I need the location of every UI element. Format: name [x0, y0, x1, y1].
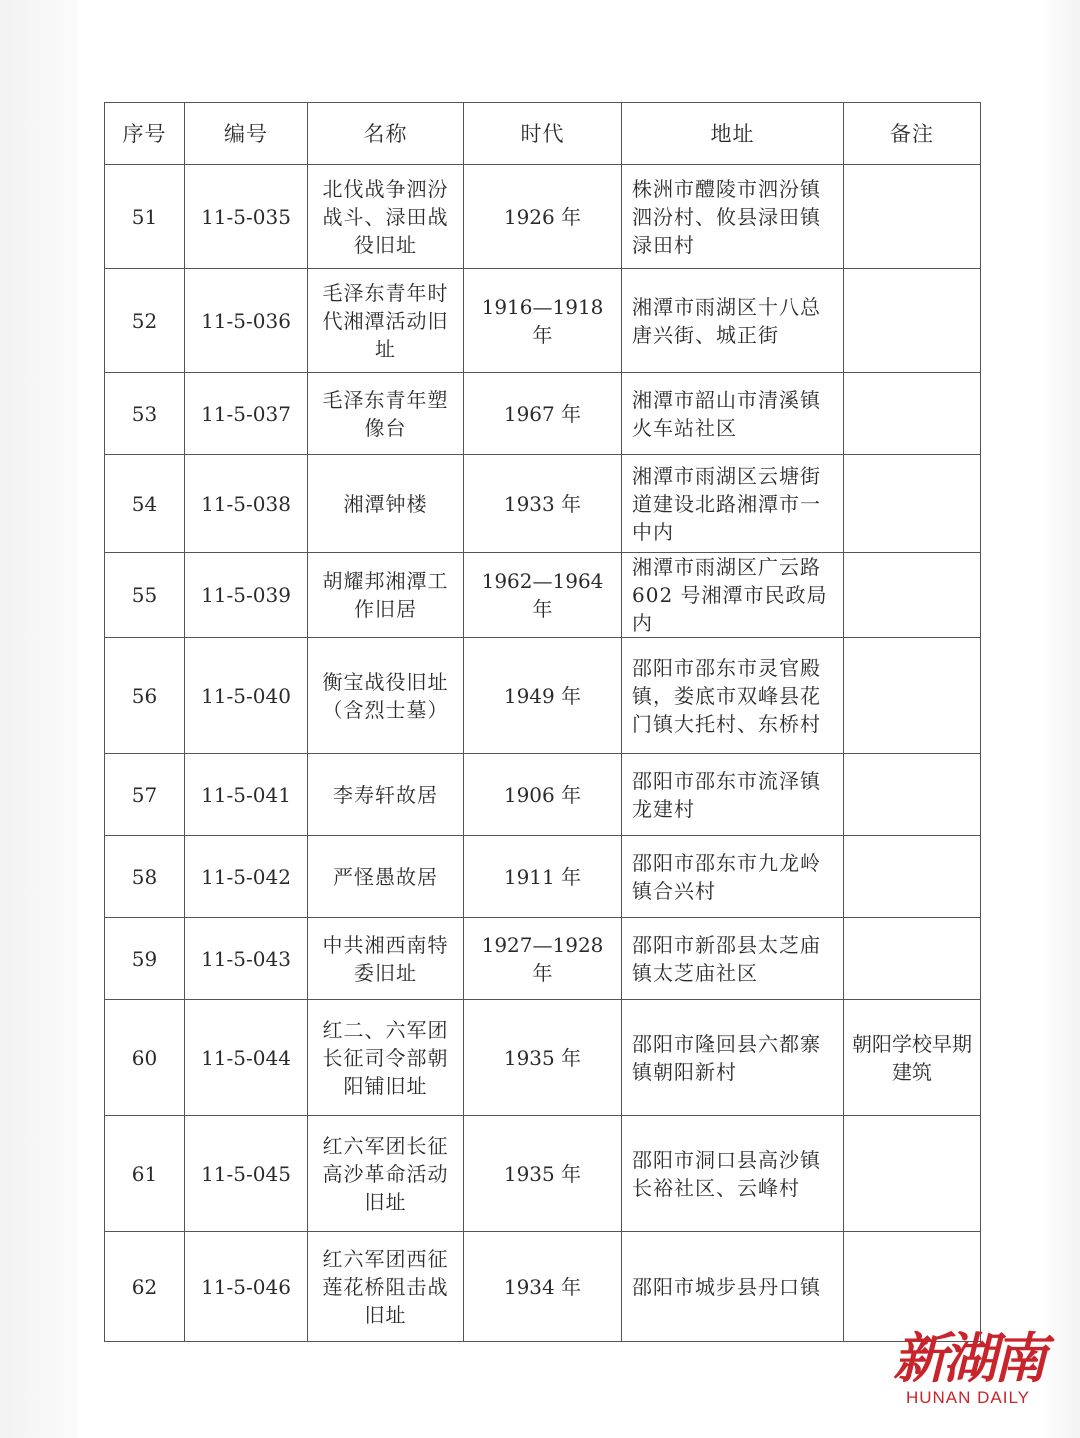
- cell-address: 湘潭市雨湖区云塘街道建设北路湘潭市一中内: [622, 455, 844, 553]
- cell-era: 1916—1918 年: [464, 269, 622, 373]
- cell-seq: 56: [105, 638, 185, 754]
- cell-address: 邵阳市邵东市九龙岭镇合兴村: [622, 836, 844, 918]
- cell-note: [844, 1116, 981, 1232]
- cell-address: 邵阳市城步县丹口镇: [622, 1232, 844, 1342]
- cell-name: 北伐战争泗汾战斗、渌田战役旧址: [308, 165, 464, 269]
- cell-era: 1935 年: [464, 1000, 622, 1116]
- cell-code: 11-5-042: [185, 836, 308, 918]
- cell-note: [844, 373, 981, 455]
- cell-name: 严怪愚故居: [308, 836, 464, 918]
- cell-code: 11-5-040: [185, 638, 308, 754]
- cell-seq: 54: [105, 455, 185, 553]
- cell-code: 11-5-038: [185, 455, 308, 553]
- table-row: [105, 1000, 981, 1116]
- cell-name: 红六军团长征高沙革命活动旧址: [308, 1116, 464, 1232]
- cell-era: 1933 年: [464, 455, 622, 553]
- hunan-daily-logo: [878, 1328, 1058, 1408]
- cell-era: 1935 年: [464, 1116, 622, 1232]
- cell-seq: 62: [105, 1232, 185, 1342]
- cell-note: [844, 754, 981, 836]
- page-edge-shadow-right: [1040, 0, 1080, 1438]
- table-row: [105, 754, 981, 836]
- cell-code: 11-5-039: [185, 553, 308, 638]
- cell-era: 1962—1964 年: [464, 553, 622, 638]
- table-row: [105, 638, 981, 754]
- table-row: [105, 373, 981, 455]
- table-row: [105, 836, 981, 918]
- cell-note: [844, 553, 981, 638]
- cell-name: 红六军团西征莲花桥阻击战旧址: [308, 1232, 464, 1342]
- cell-address: 邵阳市邵东市灵官殿镇，娄底市双峰县花门镇大托村、东桥村: [622, 638, 844, 754]
- cell-seq: 60: [105, 1000, 185, 1116]
- cell-name: 李寿轩故居: [308, 754, 464, 836]
- cell-note: 朝阳学校早期建筑: [844, 1000, 981, 1116]
- cell-seq: 51: [105, 165, 185, 269]
- cell-note: [844, 638, 981, 754]
- header-name: 名称: [308, 103, 464, 165]
- cell-note: [844, 918, 981, 1000]
- cell-code: 11-5-044: [185, 1000, 308, 1116]
- cell-era: 1927—1928 年: [464, 918, 622, 1000]
- cell-note: [844, 836, 981, 918]
- cell-name: 湘潭钟楼: [308, 455, 464, 553]
- cell-era: 1911 年: [464, 836, 622, 918]
- table-header-row: [105, 103, 981, 165]
- cell-address: 湘潭市雨湖区广云路602 号湘潭市民政局内: [622, 553, 844, 638]
- table-row: [105, 455, 981, 553]
- table-row: [105, 1116, 981, 1232]
- heritage-sites-table: [104, 102, 981, 1342]
- header-code: 编号: [185, 103, 308, 165]
- cell-note: [844, 455, 981, 553]
- cell-name: 衡宝战役旧址（含烈士墓）: [308, 638, 464, 754]
- header-note: 备注: [844, 103, 981, 165]
- cell-note: [844, 165, 981, 269]
- cell-address: 湘潭市韶山市清溪镇火车站社区: [622, 373, 844, 455]
- cell-address: 湘潭市雨湖区十八总唐兴街、城正街: [622, 269, 844, 373]
- cell-name: 中共湘西南特委旧址: [308, 918, 464, 1000]
- cell-era: 1949 年: [464, 638, 622, 754]
- cell-era: 1967 年: [464, 373, 622, 455]
- cell-code: 11-5-041: [185, 754, 308, 836]
- cell-address: 邵阳市邵东市流泽镇龙建村: [622, 754, 844, 836]
- page-edge-shadow-left: [0, 0, 78, 1438]
- cell-address: 邵阳市新邵县太芝庙镇太芝庙社区: [622, 918, 844, 1000]
- cell-era: 1934 年: [464, 1232, 622, 1342]
- logo-mark: 新湖南: [893, 1326, 1043, 1390]
- table-row: [105, 1232, 981, 1342]
- cell-code: 11-5-035: [185, 165, 308, 269]
- cell-name: 毛泽东青年时代湘潭活动旧址: [308, 269, 464, 373]
- header-era: 时代: [464, 103, 622, 165]
- cell-seq: 53: [105, 373, 185, 455]
- header-address: 地址: [622, 103, 844, 165]
- cell-name: 红二、六军团长征司令部朝阳铺旧址: [308, 1000, 464, 1116]
- cell-code: 11-5-046: [185, 1232, 308, 1342]
- header-seq: 序号: [105, 103, 185, 165]
- cell-name: 毛泽东青年塑像台: [308, 373, 464, 455]
- cell-address: 邵阳市洞口县高沙镇长裕社区、云峰村: [622, 1116, 844, 1232]
- cell-seq: 58: [105, 836, 185, 918]
- cell-seq: 52: [105, 269, 185, 373]
- table-row: [105, 165, 981, 269]
- cell-code: 11-5-036: [185, 269, 308, 373]
- cell-address: 株洲市醴陵市泗汾镇泗汾村、攸县渌田镇渌田村: [622, 165, 844, 269]
- cell-era: 1906 年: [464, 754, 622, 836]
- cell-seq: 59: [105, 918, 185, 1000]
- cell-name: 胡耀邦湘潭工作旧居: [308, 553, 464, 638]
- cell-era: 1926 年: [464, 165, 622, 269]
- cell-seq: 61: [105, 1116, 185, 1232]
- cell-address: 邵阳市隆回县六都寨镇朝阳新村: [622, 1000, 844, 1116]
- cell-code: 11-5-043: [185, 918, 308, 1000]
- cell-seq: 55: [105, 553, 185, 638]
- table-row: [105, 553, 981, 638]
- cell-code: 11-5-037: [185, 373, 308, 455]
- cell-code: 11-5-045: [185, 1116, 308, 1232]
- cell-note: [844, 1232, 981, 1342]
- cell-seq: 57: [105, 754, 185, 836]
- table-row: [105, 269, 981, 373]
- cell-note: [844, 269, 981, 373]
- logo-subtitle: HUNAN DAILY: [905, 1388, 1031, 1407]
- table-row: [105, 918, 981, 1000]
